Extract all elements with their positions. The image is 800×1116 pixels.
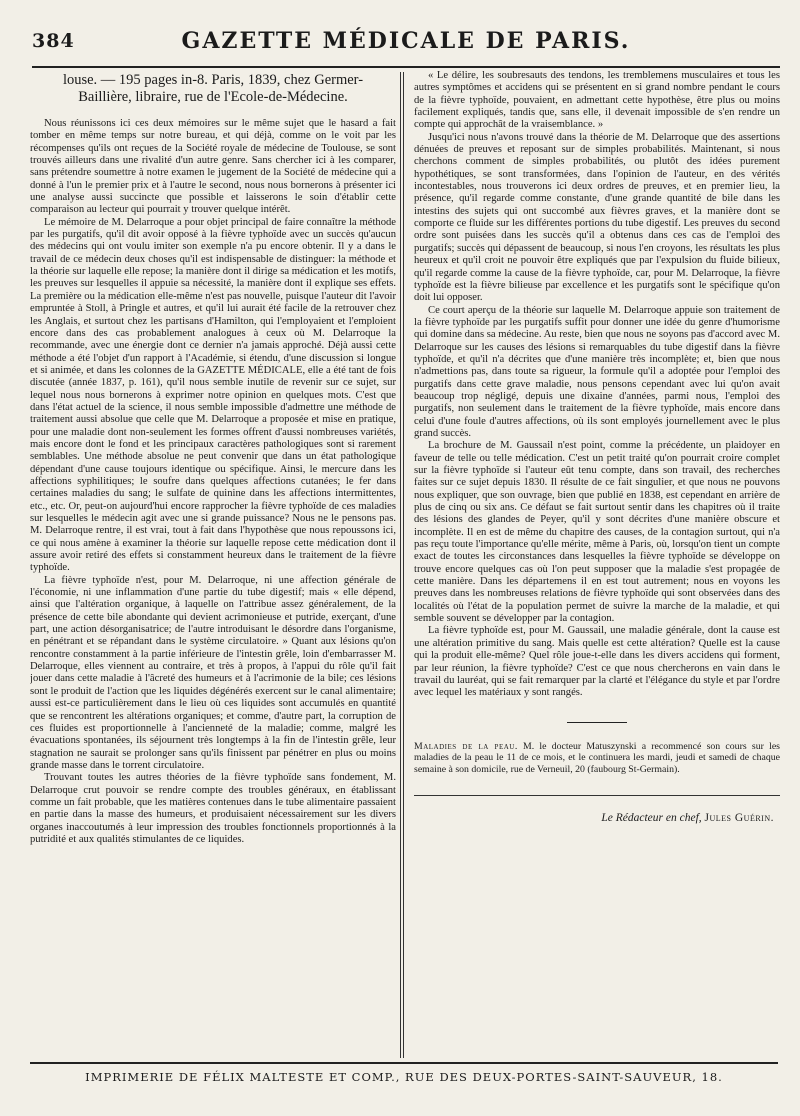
signature-role: Le Rédacteur en chef,: [601, 812, 702, 825]
notice-label: Maladies de la peau.: [414, 740, 518, 752]
editor-signature: [414, 812, 780, 824]
paragraph: La fièvre typhoïde n'est, pour M. Delarroque, ni une affection générale de l'économie, ni une inflammation d'une partie du tube digestif; mais « elle dépend, ainsi que l'altération organique, à laquelle on l'attribue assez généralement, de la présence de cette bile abondante qui devient acrimonieuse et putride, exerçant, d'une part, une action désorganisatrice; de l'autre introduisant le désordre dans l'organisme, en pénétrant et se répandant dans le système circulatoire. » Quant aux lésions qu'on rencontre constamment à la partie inférieure de l'intestin grêle, loin d'embarrasser M. Delarroque, elles viennent au contraire, et très à propos, à l'appui du rôle qu'il fait jouer dans cette maladie à l'âcreté des humeurs et à l'acrimonie de la bile; ces lésions sont le produit de l'action que les liquides dégénérés exercent sur le canal alimentaire; aussi est-ce particulièrement dans le lieu où ces liquides sont accumulés en quantité que se rencontrent les altérations organiques; et comme, d'autre part, la corruption de ces fluides est proportionnelle à l'ancienneté de la maladie; comme, malgré les évacuations spontanées, ils séjournent très longtemps à la fin de l'intestin grêle, leur stagnation ne saurait se prolonger sans qu'ils finissent par pénétrer en plus ou moins grande masse dans le torrent circulatoire.: [30, 574, 396, 771]
page-number: 384: [32, 30, 75, 52]
printer-imprint: IMPRIMERIE DE FÉLIX MALTESTE ET COMP., RUE DES DEUX-PORTES-SAINT-SAUVEUR, 18.: [30, 1062, 778, 1094]
signature-rule: [414, 795, 780, 796]
left-column: [30, 70, 396, 1060]
paragraph: Jusqu'ici nous n'avons trouvé dans la théorie de M. Delarroque que des assertions dénuées de preuves et reposant sur de simples probabilités. Maintenant, si nous cherchons comment de simples probabilités, ou plutôt des idées purement hypothétiques, se sont transformées, dans l'opinion de l'auteur, en des vérités incontestables, nous trouverons ici deux ordres de preuves, et en premier lieu, la présence, qu'il regarde comme constante, d'une grande quantité de bile dans les intestins des sujets qui ont succombé aux fièvres graves, et la manière dont se comporte ce fluide sur les différentes portions du tube digestif. Les preuves du second ordre sont puisées dans les succès qu'il a obtenus dans ces cas de l'emploi des purgatifs; succès qui dépassent de beaucoup, si nous l'en croyons, les résultats les plus heureux et qu'il croit ne pouvoir être expliqués que par l'expulsion du fluide bilieux, qu'il regarde comme la cause de la fièvre typhoïde, car, pour M. Delarroque, la fièvre typhoïde est la fièvre bilieuse par excellence et les purgatifs sont le spécifique qu'on doit lui opposer.: [414, 131, 780, 304]
quotation-paragraph: « Le délire, les soubresauts des tendons, les tremblemens musculaires et tous les autres symptômes et accidens qui se présentent en si grand nombre pendant le cours de la fièvre typhoïde, pouvaient, en admettant cette hypothèse, être plus ou moins facilement expliqués, tandis que, sans elle, il devenait impossible de s'en rendre un compte qui approchât de la vraisemblance. »: [414, 70, 780, 131]
book-reference: louse. — 195 pages in-8. Paris, 1839, chez Germer-Baillière, libraire, rue de l'Ecole-de-Médecine.: [62, 72, 364, 105]
paragraph: La brochure de M. Gaussail n'est point, comme la précédente, un plaidoyer en faveur de telle ou telle médication. C'est un petit traité qu'on pourrait croire complet sur la fièvre typhoïde si l'auteur eût tenu compte, dans son travail, des recherches faites sur ce sujet depuis 1830. Il résulte de ce fait singulier, et que nous ne pouvons nous expliquer, que son ouvrage, bien que publié en 1838, est cependant en arrière de plus de cinq ou six ans. Ce défaut se fait surtout sentir dans les chapitres où il traite des lésions des glandes de Peyer, qu'il y sont décrites d'une manière obscure et incomplète. Il en est de même du chapitre des causes, de la contagion surtout, qui n'a pas reçu toute l'importance qu'elle mérite, même à Paris, où, lorsqu'on tient un compte exact de toutes les circonstances dans lesquelles la fièvre typhoïde se développe on trouve encore quelques cas où l'on peut supposer que la maladie s'est propagée de cette manière. Dans les départemens il en est tout autrement; nous en voyons les preuves dans les nombreuses relations de fièvre typhoïde qui sont observées dans des localités où l'état de la population permet de suivre la marche de la maladie, et qui semble souvent se développer par la contagion.: [414, 440, 780, 625]
column-divider: [403, 72, 404, 1058]
paragraph: Ce court aperçu de la théorie sur laquelle M. Delarroque appuie son traitement de la fièvre typhoïde par les purgatifs suffit pour donner une idée du genre d'humorisme qui domine dans sa médecine. Au reste, bien que nous ne soyons pas d'accord avec M. Delarroque sur les causes des lésions si remarquables du tube digestif dans la fièvre typhoïde, et qu'il n'a décrites que d'une manière très incomplète; et, bien que nous n'admettions pas, dans toute sa rigueur, la formule qu'il a adoptée pour l'emploi des purgatifs dans cette grave maladie, nous pensons cependant avec lui qu'on avait beaucoup trop négligé, depuis une dixaine d'années, parmi nous, l'emploi des purgatifs, non seulement dans le traitement de la fièvre typhoïde, mais encore dans celui d'une foule d'autres affections, où ils sont employés journellement avec le plus grand succès.: [414, 304, 780, 439]
course-notice: [414, 741, 780, 776]
page-header: [32, 26, 780, 68]
signature-name: Jules Guérin.: [704, 812, 774, 825]
paragraph: Trouvant toutes les autres théories de la fièvre typhoïde sans fondement, M. Delarroque crut pouvoir se rendre compte des troubles généraux, en établissant comme un fait probable, que les matières contenues dans le tube alimentaire passaient en partie dans la masse des humeurs, et produisaient nécessairement sur les divers organes inaccoutumés à leur impression des troubles fonctionnels proportionnés à la putridité et aux qualités stimulantes de ce liquides.: [30, 772, 396, 845]
paragraph: La fièvre typhoïde est, pour M. Gaussail, une maladie générale, dont la cause est une altération primitive du sang. Mais quelle est cette altération? Quelle est la cause qui la produit elle-même? Quel rôle joue-t-elle dans les divers accidens qui forment, par leur réunion, la fièvre typhoïde? C'est ce que nous chercherons en vain dans le travail du lauréat, qui se fait remarquer par la clarté et l'élégance du style et par l'ordre avec lequel les matériaux y sont rangés.: [414, 625, 780, 699]
right-column: [414, 70, 780, 1060]
column-divider: [400, 72, 401, 1058]
section-rule: [567, 722, 627, 723]
paragraph: Nous réunissons ici ces deux mémoires sur le même sujet que le hasard a fait tomber en même temps sur notre bureau, et qui déjà, comme on le voit par les récompenses qu'ils ont reçues de la Société royale de médecine de Toulouse, se sont trouvés ailleurs dans une rivalité d'un autre genre. Sans chercher ici à les comparer, sans prétendre soumettre à notre examen le jugement de la Société de médecine qui a donné à l'un le premier prix et à l'autre le second, nous nous bornerons à présenter ici une analyse aussi succincte que possible et laisserons le soin d'établir cette comparaison au lecteur qui pourrait y trouver quelque intérêt.: [30, 118, 396, 216]
notice-text: M. le docteur Matuszynski a recommencé son cours sur les maladies de la peau le 11 de ce mois, et le continuera les mardi, jeudi et samedi de chaque semaine à son domicile, rue de Verneuil, 20 (faubourg St-Germain).: [414, 740, 780, 775]
paragraph: Le mémoire de M. Delarroque a pour objet principal de faire connaître la méthode par les purgatifs, qu'il dit avoir opposé à la fièvre typhoïde avec un succès qu'aucun des médecins qui ont voulu imiter son exemple n'a pu encore obtenir. Il y a dans le travail de ce médecin deux choses qu'il est indispensable de distinguer: la méthode et la théorie sur laquelle elle repose; la manière dont il dirige sa médication et les motifs, les preuves sur lesquelles il appuie sa nécessité, la manière dont il explique ses effets. La première ou la médication elle-même n'est pas nouvelle, puisque l'auteur dit l'avoir empruntée à Stoll, à Pringle et autres, et qu'il lui aurait été facile de la retrouver chez les Anglais, et surtout chez les partisans d'Hamilton, qui l'employaient et l'emploient encore dans des cas probablement analogues à ceux où M. Delarroque la recommande, avec une énergie dont ce dernier n'a jamais approché. Déjà aussi cette méthode a été l'objet d'un rapport à l'Académie, si étendu, d'une discussion si longue et si animée, et dans les colonnes de la GAZETTE MÉDICALE, elle a été tant de fois discutée (année 1837, p. 161), qu'il nous semble inutile de revenir sur ce sujet, sur lequel nous nous bornerons à exprimer notre opinion en quelques mots. C'est que dans l'état actuel de la science, il nous semble impossible d'admettre une méthode de traitement aussi absolue que celle que M. Delarroque a proposée et mise en pratique, pour une maladie dont non-seulement les formes offrent d'aussi nombreuses variétés, mais encore dont le fond et les principaux caractères pathologiques sont si rarement semblables. Une méthode absolue ne peut convenir que dans un état pathologique dépendant d'une cause toujours identique ou spécifique. Ainsi, le mercure dans les affections syphilitiques; le soufre dans quelques affections cutanées; le fer dans certaines maladies du sang; le sulfate de quinine dans les affections intermittentes, etc., etc. Or, peut-on aujourd'hui encore rapprocher la fièvre typhoïde de ces maladies sur lesquelles le médecin agit avec une si grande puissance? Nous ne le pensons pas. M. Delarroque rentre, il est vrai, tout à fait dans l'hypothèse que nous repoussons ici, ce qui nous amène à examiner la théorie sur laquelle repose cette médication dont il assure avoir retiré des effets si constamment heureux dans le traitement de la fièvre typhoïde.: [30, 216, 396, 574]
journal-title: GAZETTE MÉDICALE DE PARIS.: [181, 28, 631, 54]
